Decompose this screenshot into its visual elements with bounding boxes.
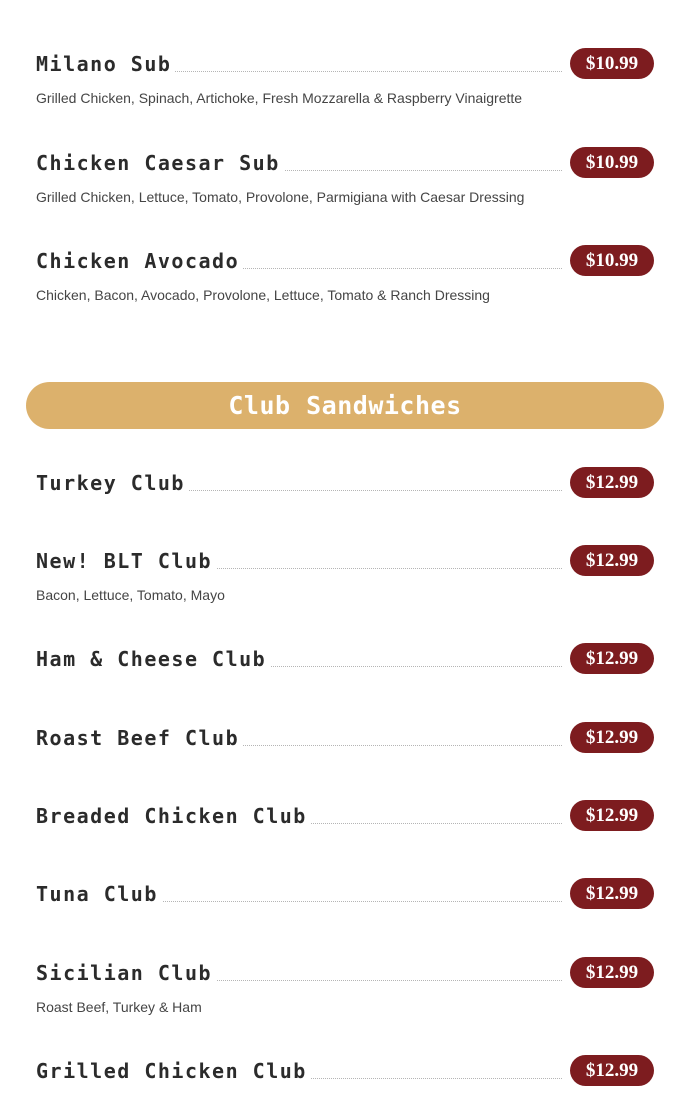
price-badge: $10.99 bbox=[570, 48, 654, 79]
menu-item-header bbox=[36, 800, 654, 834]
menu-item-name: New! BLT Club bbox=[36, 549, 216, 573]
menu-item-blt-club bbox=[36, 545, 654, 603]
menu-item-header bbox=[36, 1055, 654, 1089]
section-title-banner: Club Sandwiches bbox=[26, 382, 664, 429]
menu-item-name: Ham & Cheese Club bbox=[36, 647, 270, 671]
menu-item-name: Breaded Chicken Club bbox=[36, 804, 311, 828]
price-badge: $12.99 bbox=[570, 800, 654, 831]
menu-item-milano-sub bbox=[36, 48, 654, 106]
menu-item-header bbox=[36, 245, 654, 279]
price-badge: $10.99 bbox=[570, 245, 654, 276]
menu-item-name: Tuna Club bbox=[36, 882, 162, 906]
menu-item-name: Sicilian Club bbox=[36, 961, 216, 985]
menu-item-tuna-club bbox=[36, 878, 654, 912]
price-badge: $12.99 bbox=[570, 467, 654, 498]
menu-item-name: Chicken Avocado bbox=[36, 249, 243, 273]
menu-item-description: Chicken, Bacon, Avocado, Provolone, Lettuce, Tomato & Ranch Dressing bbox=[36, 287, 490, 303]
menu-item-description: Grilled Chicken, Lettuce, Tomato, Provolone, Parmigiana with Caesar Dressing bbox=[36, 189, 525, 205]
menu-item-name: Grilled Chicken Club bbox=[36, 1059, 311, 1083]
menu-item-header bbox=[36, 48, 654, 82]
menu-item-header bbox=[36, 467, 654, 501]
menu-item-grilled-chicken-club bbox=[36, 1055, 654, 1089]
menu-item-header bbox=[36, 545, 654, 579]
menu-item-name: Roast Beef Club bbox=[36, 726, 243, 750]
menu-item-description: Roast Beef, Turkey & Ham bbox=[36, 999, 202, 1015]
price-badge: $12.99 bbox=[570, 643, 654, 674]
price-badge: $12.99 bbox=[570, 957, 654, 988]
price-badge: $12.99 bbox=[570, 1055, 654, 1086]
menu-item-ham-cheese-club bbox=[36, 643, 654, 677]
menu-item-header bbox=[36, 147, 654, 181]
menu-item-turkey-club bbox=[36, 467, 654, 501]
price-badge: $10.99 bbox=[570, 147, 654, 178]
price-badge: $12.99 bbox=[570, 545, 654, 576]
menu-item-header bbox=[36, 878, 654, 912]
menu-item-chicken-avocado bbox=[36, 245, 654, 303]
menu-item-description: Bacon, Lettuce, Tomato, Mayo bbox=[36, 587, 225, 603]
menu-item-description: Grilled Chicken, Spinach, Artichoke, Fresh Mozzarella & Raspberry Vinaigrette bbox=[36, 90, 523, 106]
price-badge: $12.99 bbox=[570, 722, 654, 753]
menu-item-header bbox=[36, 722, 654, 756]
menu-item-breaded-chicken-club bbox=[36, 800, 654, 834]
menu-item-name: Turkey Club bbox=[36, 471, 189, 495]
menu-item-roast-beef-club bbox=[36, 722, 654, 756]
menu-item-name: Milano Sub bbox=[36, 52, 175, 76]
menu-item-name: Chicken Caesar Sub bbox=[36, 151, 284, 175]
menu-item-header bbox=[36, 643, 654, 677]
menu-item-chicken-caesar-sub bbox=[36, 147, 654, 205]
menu-item-header bbox=[36, 957, 654, 991]
price-badge: $12.99 bbox=[570, 878, 654, 909]
menu-item-sicilian-club bbox=[36, 957, 654, 1015]
